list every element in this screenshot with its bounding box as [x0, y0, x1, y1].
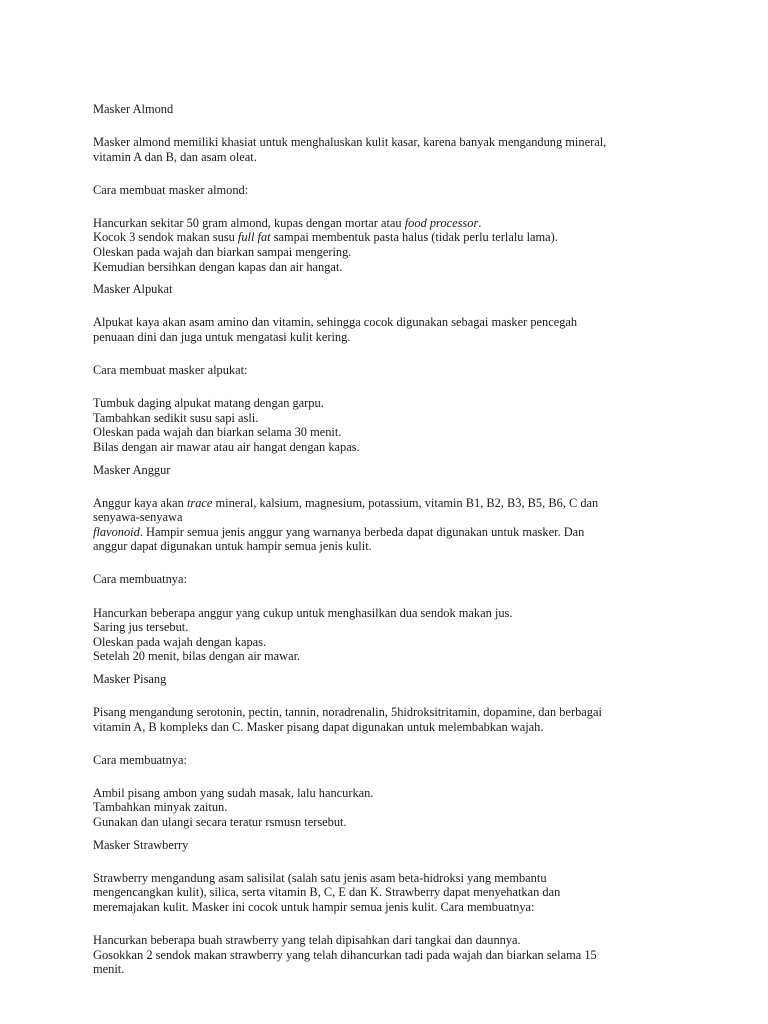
step-line: Ambil pisang ambon yang sudah masak, lalu hancurkan.	[93, 785, 374, 800]
document-body	[93, 102, 683, 981]
step-line: Oleskan pada wajah dengan kapas.	[93, 634, 267, 649]
section-heading-strawberry: Masker Strawberry	[93, 837, 189, 852]
text-line: Pisang mengandung serotonin, pectin, tannin, noradrenalin, 5hidroksitritamin, dopamine, dan berbagai	[93, 705, 602, 720]
step-line: Saring jus tersebut.	[93, 620, 189, 635]
paragraph-strawberry-desc	[93, 871, 683, 915]
step-line: Tumbuk daging alpukat matang dengan garpu.	[93, 396, 324, 411]
step-line: Setelah 20 menit, bilas dengan air mawar.	[93, 649, 301, 664]
steps-anggur	[93, 606, 683, 664]
step-line: Tambahkan sedikit susu sapi asli.	[93, 410, 259, 425]
step-line: Oleskan pada wajah dan biarkan sampai mengering.	[93, 245, 352, 260]
step-line: Oleskan pada wajah dan biarkan selama 30 menit.	[93, 425, 342, 440]
text-line: flavonoid. Hampir semua jenis anggur yang warnanya berbeda dapat digunakan untuk masker. Dan	[93, 524, 585, 539]
step-line: Tambahkan minyak zaitun.	[93, 800, 228, 815]
howto-heading-alpukat: Cara membuat masker alpukat:	[93, 363, 248, 378]
text-line: Strawberry mengandung asam salisilat (salah satu jenis asam beta-hidroksi yang membantu	[93, 870, 547, 885]
step-line: menit.	[93, 962, 125, 977]
paragraph-pisang-desc	[93, 705, 683, 734]
section-heading-anggur: Masker Anggur	[93, 462, 171, 477]
text-line: anggur dapat digunakan untuk hampir semua jenis kulit.	[93, 539, 372, 554]
text-line: senyawa-senyawa	[93, 510, 183, 525]
text-line: vitamin A dan B, dan asam oleat.	[93, 149, 257, 164]
step-line: Kemudian bersihkan dengan kapas dan air hangat.	[93, 259, 343, 274]
step-line: Gunakan dan ulangi secara teratur rsmusn tersebut.	[93, 815, 347, 829]
steps-almond	[93, 216, 683, 274]
text-line: Masker almond memiliki khasiat untuk menghaluskan kulit kasar, karena banyak mengandung mineral,	[93, 135, 607, 150]
steps-strawberry	[93, 933, 683, 977]
step-line: Bilas dengan air mawar atau air hangat dengan kapas.	[93, 439, 360, 454]
howto-heading-almond: Cara membuat masker almond:	[93, 182, 249, 197]
text-line: penuaan dini dan juga untuk mengatasi kulit kering.	[93, 329, 351, 344]
step-line: Hancurkan beberapa anggur yang cukup untuk menghasilkan dua sendok makan jus.	[93, 605, 513, 620]
paragraph-almond-desc	[93, 135, 683, 164]
step-line: Gosokkan 2 sendok makan strawberry yang telah dihancurkan tadi pada wajah dan biarkan selama 15	[93, 947, 597, 962]
text-line: Alpukat kaya akan asam amino dan vitamin, sehingga cocok digunakan sebagai masker pencegah	[93, 315, 578, 330]
step-line: Hancurkan sekitar 50 gram almond, kupas dengan mortar atau food processor.	[93, 215, 482, 230]
text-line: mengencangkan kulit), silica, serta vitamin B, C, E dan K. Strawberry dapat menyehatkan dan	[93, 885, 561, 900]
steps-pisang	[93, 786, 683, 830]
howto-heading-pisang: Cara membuatnya:	[93, 752, 187, 767]
text-line: Anggur kaya akan trace mineral, kalsium, magnesium, potassium, vitamin B1, B2, B3, B5, B6, C dan	[93, 495, 599, 510]
step-line: Kocok 3 sendok makan susu full fat sampai membentuk pasta halus (tidak perlu terlalu lama).	[93, 230, 558, 245]
section-heading-alpukat: Masker Alpukat	[93, 282, 173, 297]
steps-alpukat	[93, 396, 683, 454]
paragraph-alpukat-desc	[93, 315, 683, 344]
step-line: Hancurkan beberapa buah strawberry yang telah dipisahkan dari tangkai dan daunnya.	[93, 932, 521, 947]
text-line: meremajakan kulit. Masker ini cocok untuk hampir semua jenis kulit. Cara membuatnya:	[93, 899, 535, 914]
text-line: vitamin A, B kompleks dan C. Masker pisang dapat digunakan untuk melembabkan wajah.	[93, 719, 544, 734]
section-heading-pisang: Masker Pisang	[93, 671, 167, 686]
paragraph-anggur-desc	[93, 496, 683, 554]
section-heading-almond: Masker Almond	[93, 102, 174, 116]
howto-heading-anggur: Cara membuatnya:	[93, 572, 187, 587]
